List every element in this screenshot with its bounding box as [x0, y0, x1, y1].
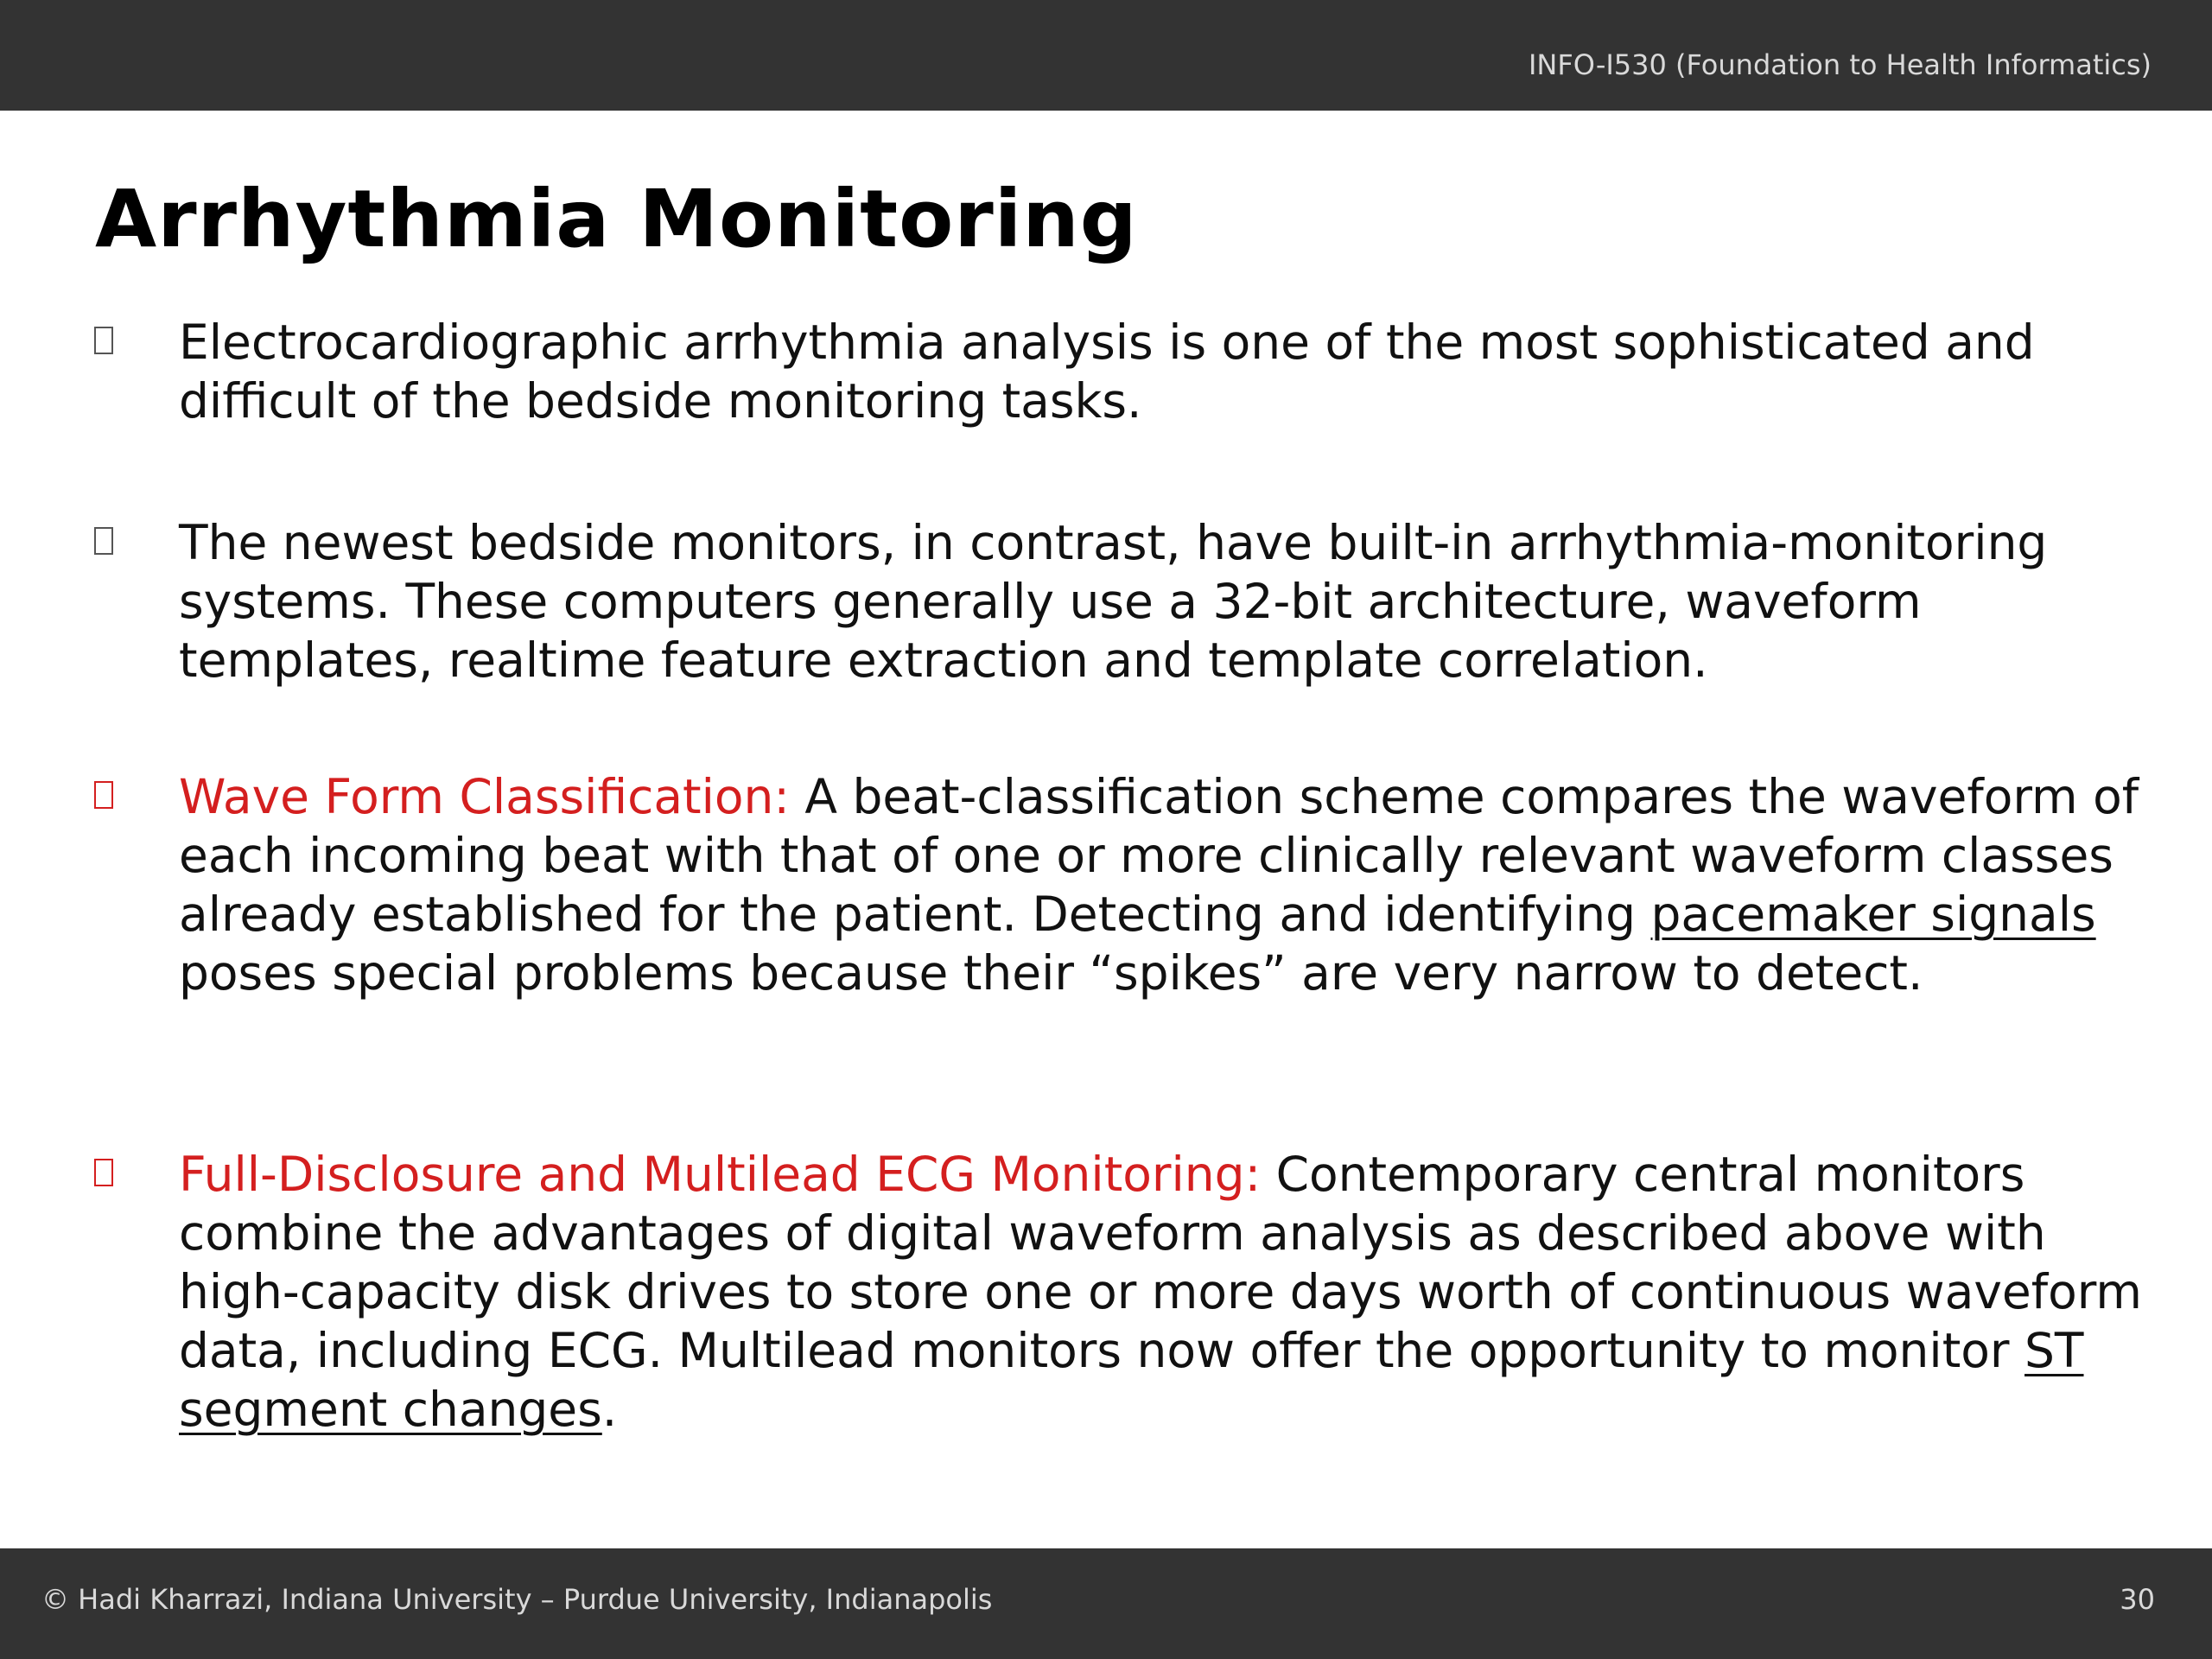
bullet-text: Electrocardiographic arrhythmia analysis is one of the most sophisticated and difficult of the bedside monitoring tasks. [179, 315, 2035, 429]
st-segment-changes-link[interactable]: ST segment changes [179, 1323, 2084, 1437]
copyright-text: © Hadi Kharrazi, Indiana University – Purdue University, Indianapolis [41, 1583, 993, 1616]
bullet-square-icon [94, 1159, 113, 1186]
pacemaker-signals-link[interactable]: pacemaker signals [1650, 887, 2096, 942]
bullet-text [179, 767, 2166, 1002]
bullet-heading: Wave Form Classification: [179, 769, 790, 824]
course-label: INFO-I530 (Foundation to Health Informatics) [1528, 48, 2152, 81]
bullet-heading: Full-Disclosure and Multilead ECG Monitoring: [179, 1147, 1262, 1202]
bullet-body-end: . [601, 1382, 618, 1437]
bullet-square-icon [94, 327, 113, 354]
bullet-square-icon [94, 781, 113, 809]
bullet-square-icon [94, 527, 113, 555]
page-number: 30 [2120, 1583, 2155, 1616]
bullet-body: Contemporary central monitors combine the advantages of digital waveform analysis as described above with high-capacity disk drives to store one or more days worth of continuous waveform data, including ECG. Multilead monitors now offer the opportunity to monitor [179, 1147, 2142, 1378]
bullet-text [179, 1145, 2166, 1439]
bullet-text: The newest bedside monitors, in contrast, have built-in arrhythmia-monitoring systems. These computers generally use a 32-bit architecture, waveform templates, realtime feature extraction and template correlation. [179, 515, 2048, 688]
bullet-body-end: poses special problems because their “spikes” are very narrow to detect. [179, 945, 1923, 1001]
bullet-body: A beat-classification scheme compares the waveform of each incoming beat with that of one or more clinically relevant waveform classes already established for the patient. Detecting and identifying [179, 769, 2139, 942]
slide-title: Arrhythmia Monitoring [95, 173, 1138, 265]
